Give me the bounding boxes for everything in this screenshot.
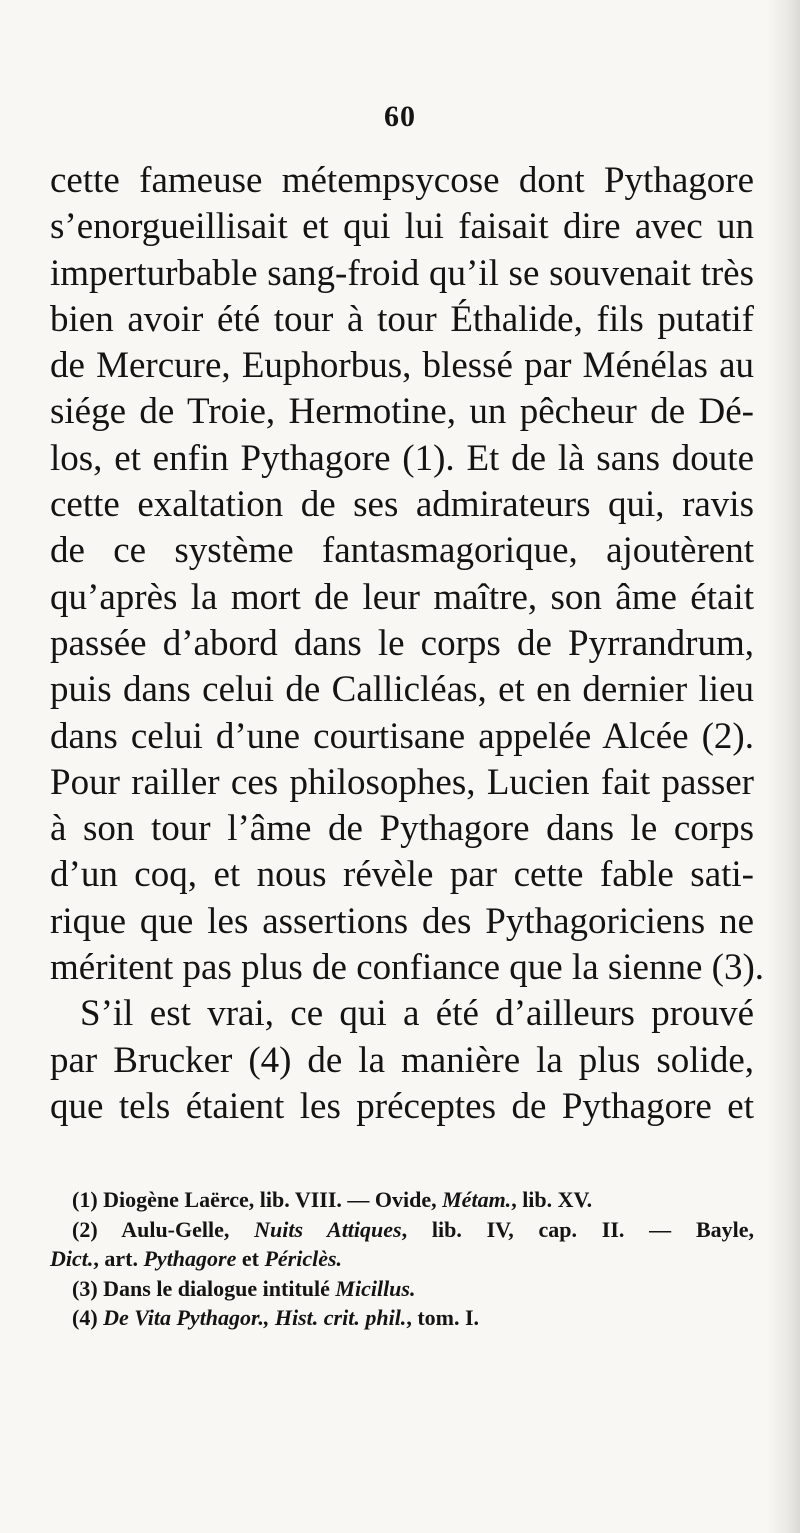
text-line: los, et enfin Pythagore (1). Et de là sans doute <box>50 437 754 479</box>
text-line: s’enorgueillisait et qui lui faisait dire avec un <box>50 206 754 248</box>
text-line: cette fameuse métempsycose dont Pythagore <box>50 160 754 201</box>
text-line: que tels étaient les préceptes de Pythagore et <box>50 1085 754 1127</box>
text-line: cette exaltation de ses admirateurs qui, ravis <box>50 484 754 526</box>
footnote-italic-title: Métam. <box>442 1187 512 1212</box>
text-line: passée d’abord dans le corps de Pyrrandrum, <box>50 622 754 664</box>
footnote-text: (1) Diogène Laërce, lib. VIII. — Ovide, <box>72 1187 443 1212</box>
text-line: puis dans celui de Callicléas, et en dernier lieu <box>50 669 754 711</box>
text-line: méritent pas plus de confiance que la sienne (3). <box>50 947 765 989</box>
footnote-text: , art. <box>93 1246 144 1271</box>
body-text <box>50 158 765 1130</box>
text-line: à son tour l’âme de Pythagore dans le corps <box>50 808 754 850</box>
text-line: siége de Troie, Hermotine, un pêcheur de Dé- <box>50 391 754 433</box>
footnote-italic-title: Dict. <box>50 1246 94 1271</box>
text-line: imperturbable sang-froid qu’il se souvenait très <box>50 252 754 294</box>
page-number: 60 <box>384 100 416 133</box>
text-line: de ce système fantasmagorique, ajoutèrent <box>50 530 754 572</box>
footnote-3 <box>50 1274 754 1304</box>
text-line: d’un coq, et nous révèle par cette fable sati- <box>50 854 754 896</box>
text-line: Pour railler ces philosophes, Lucien fait passer <box>50 761 754 803</box>
footnote-text: (3) Dans le dialogue intitulé <box>72 1275 336 1301</box>
footnote-1 <box>50 1185 754 1215</box>
footnote-2-line-2 <box>50 1244 754 1274</box>
footnote-text: (4) <box>72 1305 104 1330</box>
text-line: dans celui d’une courtisane appelée Alcée (2). <box>50 715 754 757</box>
footnote-text: , lib. IV, cap. II. — Bayle, <box>401 1216 755 1242</box>
text-line: rique que les assertions des Pythagoriciens ne <box>50 900 754 942</box>
footnotes <box>50 1185 754 1333</box>
text-line: de Mercure, Euphorbus, blessé par Ménélas au <box>50 345 754 387</box>
footnote-italic-title: Micillus. <box>335 1275 416 1301</box>
footnote-italic-title: Périclès. <box>264 1246 343 1271</box>
footnote-italic-title: De Vita Pythagor., Hist. crit. phil. <box>103 1305 407 1330</box>
footnote-italic-title: Pythagore <box>143 1246 237 1271</box>
text-line: qu’après la mort de leur maître, son âme était <box>50 576 754 618</box>
text-line-paragraph-start: S’il est vrai, ce qui a été d’ailleurs prouvé <box>80 993 754 1035</box>
footnote-text: (2) Aulu-Gelle, <box>72 1216 255 1242</box>
footnote-text: , tom. I. <box>406 1305 480 1330</box>
footnote-italic-title: Nuits Attiques <box>254 1216 402 1242</box>
footnote-4 <box>50 1303 754 1333</box>
footnote-2-line-1 <box>50 1215 754 1245</box>
text-line: bien avoir été tour à tour Éthalide, fils putatif <box>50 298 754 340</box>
text-line: par Brucker (4) de la manière la plus solide, <box>50 1039 754 1081</box>
footnote-text: , lib. XV. <box>511 1187 593 1212</box>
page-edge-shadow <box>766 0 800 1533</box>
footnote-text: et <box>236 1246 265 1271</box>
